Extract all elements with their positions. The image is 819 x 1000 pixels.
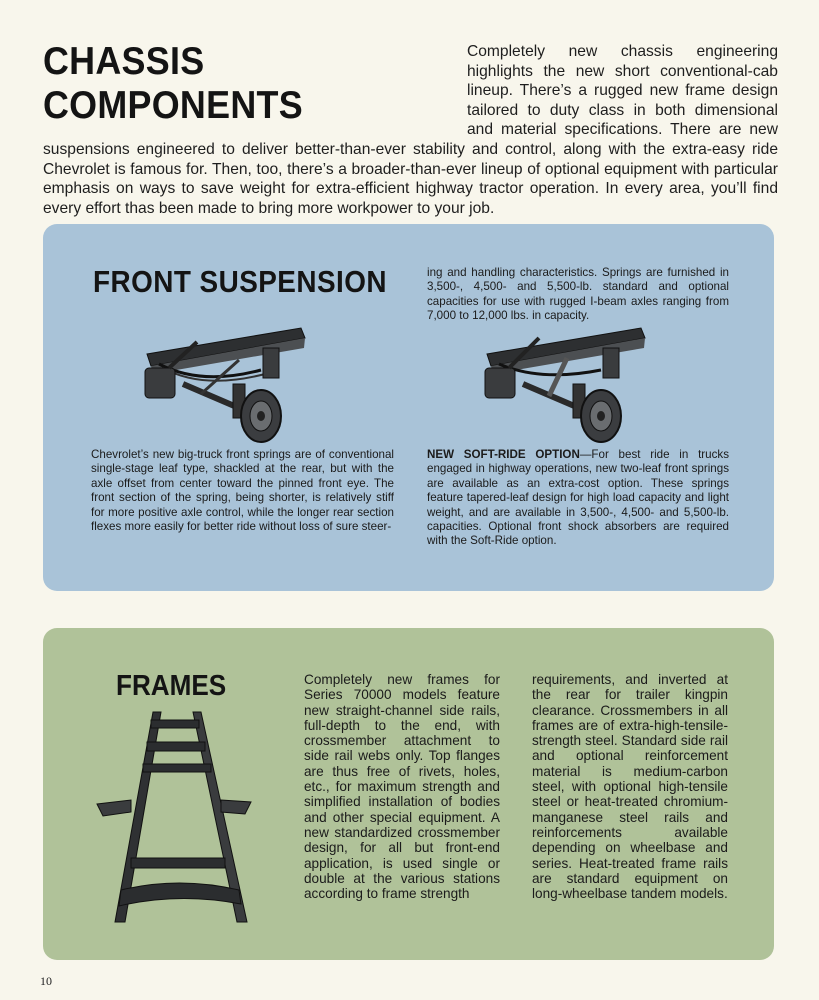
front-suspension-illustration-right (481, 324, 649, 446)
page-title: CHASSIS COMPONENTS (43, 40, 303, 127)
frame-illustration (95, 708, 255, 926)
front-suspension-text-2: ing and handling characteristics. Springs are furnished in 3,500-, 4,500- and 5,500-lb. standard and optional capacities for use with rugged I-beam axles ranging from 7,000 to 12,000 lbs. in capacity. (427, 266, 729, 323)
intro-section (43, 40, 778, 218)
frames-text-1: Completely new frames for Series 70000 models feature new straight-channel side rails, full-depth to the end, with crossmember attachment to side rail webs only. Top flanges are thus free of rivets, holes, etc., for maximum strength and simplified installation of bodies and other special equipment. A new standardized crossmember design, for all but front-end application, is used single or double at the various stations according to frame strength (304, 672, 500, 902)
frames-text-2: requirements, and inverted at the rear for trailer kingpin clearance. Crossmembers in all frames are of extra-high-tensile-strength steel. Standard side rail and optional reinforcement material is medium-carbon steel, with optional high-tensile steel or heat-treated chromium-manganese steel rails and reinforcements available depending on wheelbase and series. Heat-treated frame rails are standard equipment on long-wheelbase tandem models. (532, 672, 728, 902)
soft-ride-option-body: —For best ride in trucks engaged in highway operations, new two-leaf front springs are available as an extra-cost option. These springs feature tapered-leaf design for high load capacity and light weight, and are available in 3,500-, 4,500- and 5,500-lb. capacities. Optional front shock absorbers are required with the Soft-Ride option. (427, 448, 729, 548)
soft-ride-option-text (427, 448, 729, 549)
frames-panel (43, 628, 774, 960)
frames-title: FRAMES (116, 670, 227, 702)
page-number: 10 (40, 974, 52, 988)
intro-paragraph: Completely new chassis engineering highlights the new short conventional-cab lineup. There’s a rugged new frame design tailored to duty class in both dimensional and material specifications. There are new suspensions engineered to deliver better-than-ever stability and control, along with the extra-easy ride Chevrolet is famous for. Then, too, there’s a broader-than-ever lineup of optional equipment with particular emphasis on ways to save weight for extra-efficient highway tractor operation. In every area, you’ll find every effort thas been made to bring more workpower to your job. (43, 43, 778, 217)
soft-ride-option-label: NEW SOFT-RIDE OPTION (427, 448, 580, 461)
front-suspension-illustration-left (141, 324, 309, 446)
front-suspension-text-1: Chevrolet’s new big-truck front springs are of conventional single-stage leaf type, shackled at the rear, but with the axle offset from center toward the pinned front eye. The front section of the spring, being shorter, is relatively stiff for more positive axle control, while the longer rear section flexes more easily for better ride without loss of sure steer- (91, 448, 394, 534)
front-suspension-panel (43, 224, 774, 591)
front-suspension-title: FRONT SUSPENSION (93, 264, 387, 299)
